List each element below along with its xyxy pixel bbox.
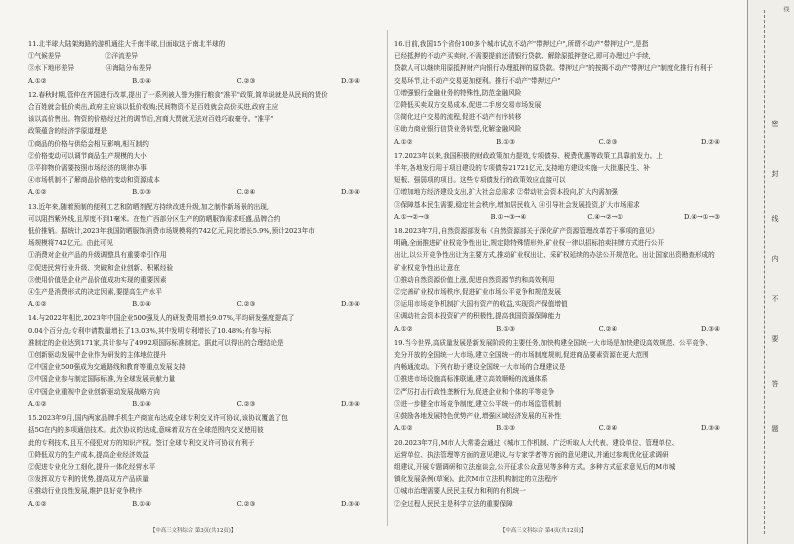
right-column: [394, 38, 740, 508]
question-stem: 合百姓就会低价卖出,政府主应该以低价收购;民间物资不足百姓就会高价买进,政府主应: [28, 103, 279, 112]
option-item: ④生产是消费形式的决定因素,要提高生产水平: [28, 288, 162, 297]
answer-choices: A.①② B.①④ C.②③ D.③④: [28, 399, 360, 408]
option-item: ③使用价值是企业产品价值成功实现的重要因素: [28, 275, 167, 284]
question-stem: 半年,各地发行用于项目建设的专项债券21721亿元,支持地方建设实施一大批惠民生、补: [394, 164, 650, 173]
option-item: ④中国企业重视中企业创新驱动发展战略方向: [28, 387, 160, 396]
question-stem: 该以高价售出。物资的价格经过社的调节后,宫商大贾就无法对百姓巧取豪夺。"准平": [28, 115, 274, 124]
question-20: [394, 437, 740, 509]
question-16: [394, 38, 740, 148]
question-stem: 场规模将742亿元。由此可见: [28, 239, 114, 248]
question-stem: 组建议,开展专题调研和立法座谈会,公开征求公众意见等多种方式。多种方式征求意见后的M市城: [394, 462, 676, 471]
question-13: [28, 201, 380, 311]
left-column: [28, 38, 380, 508]
question-18: [394, 225, 740, 335]
option-item: ②完善矿业权市场秩序,促进矿业市场公平竞争和规范发展: [394, 288, 561, 297]
option-item: ②中国企业500强成为交通路线和教育等重点发展支持: [28, 363, 186, 372]
option-item: ②促进专业化分工细化,提升一体化经营水平: [28, 462, 156, 471]
question-stem: 短板、强弱项的项目。这些专项债发行的政策效应直接可以: [394, 176, 566, 185]
answer-choices: A.①② B.①④ C.②③ D.③④: [28, 76, 360, 85]
page-footer-left: 【中高三文科综合 第3页(共12页)】: [150, 528, 237, 534]
option-item: ②全过程人民民主是科学立法的重要保障: [394, 499, 513, 508]
binding-char: 要: [771, 335, 779, 342]
answer-choices: A.①② B.①③ C.②③ D.②④: [394, 137, 720, 146]
question-stem: 交易环节,让不动产交易更加便利。推行不动产"带押过户": [394, 76, 561, 85]
option-item: ③发挥双方专利的优势,提高双方产品质量: [28, 475, 149, 484]
option-item: ③保障基本民生需要,稳定社会秩序,增加居民收入 ④引导社会发展投资,扩大市场需求: [394, 200, 640, 209]
answer-choices: A.①② B.①④ C.②③ D.③④: [28, 499, 360, 508]
question-stem: 15.2023年9月,国内两家品牌手机生产商宣布达成全球专利交叉许可协议,该协议覆盖了包: [28, 414, 288, 423]
binding-char: 题: [771, 425, 779, 432]
answer-choices: A.①② B.①③ C.②④ D.③④: [394, 324, 720, 333]
column-divider: [387, 30, 388, 526]
binding-margin: [747, 0, 794, 544]
option-item: ③进一步健全市场竞争制度,建立公平统一的市场监管机制: [394, 399, 561, 408]
question-stem: 运营单位、执法管理等方面的意见建议,与专家学者等方面的意见建议,并通过参观优化征求调研: [394, 450, 669, 459]
option-item: ②价格变动可以调节商品生产规模的大小: [28, 151, 147, 160]
option-item: ④助力商业银行信贷业务转型,化解金融风险: [394, 125, 522, 134]
question-stem: 11.北半球大陆架海路的游机通往大千南半球,目面取这于南北半球的: [28, 40, 226, 48]
question-stem: 括5G在内的多项通信技术。此次协议的达成,意味着双方在全球范围内交叉使用彼: [28, 426, 264, 435]
question-stem: 明确,全面推进矿业权竞争性出让,规定除特殊情形外,矿业权一律以招标拍卖挂牌方式进行公开: [394, 239, 665, 248]
option-item: ①创新驱动发展中企业作为研发的主体地位提升: [28, 351, 167, 360]
option-line: ③水下地形差异 ④海陆分布差异: [28, 64, 152, 73]
question-12: [28, 89, 380, 199]
question-stem: 18.2023年7月,自然资源部发布《自然资源部关于深化矿产资源管理改革若干事项的意见》: [394, 227, 659, 236]
question-stem: 16.目前,我国15个省份100多个城市试点不动产"带押过户",所谓不动产"带押过户",是指: [394, 40, 649, 48]
question-19: [394, 337, 740, 435]
question-11: [28, 38, 380, 87]
binding-char: 内: [771, 255, 779, 262]
question-stem: 已经抵押的不动产买卖时,不需要提前还清银行贷款、解除原抵押登记,即可办理过户手续,: [394, 52, 651, 61]
option-item: ③中国企业参与制定国际标准,为全球发展贡献力量: [28, 375, 176, 384]
binding-top-label: 线: [782, 6, 789, 12]
question-stem: 17.2023年以来,我国积极的财政政策加力提效,专项债券、税费优惠等政策工具靠前发力。上: [394, 151, 663, 160]
binding-char: 密: [771, 120, 779, 127]
option-item: ②促进民营行业升级、突破和企业创新、积累经验: [28, 263, 174, 272]
question-stem: 19.当今世界,高质量发展是新发展阶段的主要任务,加快构建全国统一大市场是加快建设高效规范、公平竞争、: [394, 338, 712, 347]
question-stem: 20.2023年7月,M市人大常委会通过《城市工作机制、广泛听取人大代表、建设单位、管理单位、: [394, 438, 679, 447]
option-item: ①城市治理需要人民民主权力和利的有机统一: [394, 487, 526, 496]
question-stem: 政策蕴含的经济学原道理是: [28, 127, 108, 136]
option-item: ①商品的价格与供给会相互影响,相互制约: [28, 139, 149, 148]
question-15: [28, 412, 380, 508]
question-stem: 出让,以公开竞争性出让为主要方式,推动矿业权出让、采矿权延续的办法公开规范化。出让国家出资勘查形成的: [394, 251, 715, 260]
option-item: ④鼓励各地发展特色优势产业,增强区域经济发展的互补性: [394, 412, 561, 421]
option-item: ③运用市场竞争机制扩大国有资产的收益,实现资产保值增值: [394, 300, 568, 309]
answer-choices: A.①② B.①③ C.②④ D.③④: [394, 424, 720, 433]
binding-char: 不: [771, 295, 779, 302]
answer-choices: A.①② B.①③ C.②④ D.③④: [28, 188, 360, 197]
option-item: ②严厉打击行政性垄断行为,促进企业和个体的平等竞争: [394, 387, 555, 396]
question-stem: 充分开放的全国统一大市场,建立全国统一的市场制度规则,促进商品要素资源在更大范围: [394, 351, 649, 360]
question-stem: 12.春秋时期,管仲在齐国进行改革,提出了一系列被人誉为推行粮食"准平"政策,简单说就是从民间的货价: [28, 90, 328, 99]
page-footer-right: 【中高三文科综合 第4页(共12页)】: [500, 528, 587, 534]
question-stem: 0.04个百分点;专利申请数量增长了13.03%,其中发明专利增长了10.48%;有参与标: [28, 326, 271, 335]
question-stem: 此的专利技术,且互不侵犯对方的知识产权。签订全球专利交叉许可协议有利于: [28, 438, 255, 447]
binding-char: 线: [771, 215, 779, 222]
option-item: ②降低买卖双方交易成本,促进二手房交易市场发展: [394, 101, 542, 110]
binding-char: 答: [771, 380, 779, 387]
question-stem: 贷款人可以继续用原抵押财产向银行办理抵押的原贷款。带押过户"的按揭不动产"带押过户"制度化推行有利于: [394, 64, 714, 73]
option-item: ④调动社会资本投资矿产的积极性,提高我国资源保障能力: [394, 312, 561, 321]
question-stem: 13.近年来,随着预制的便利工艺和防晒剂配方持续改进升级,加之制作新场景的出现,: [28, 202, 269, 211]
question-stem: 准制定的企业达到171家,共计参与了4992项国际标准制定。据此可以得出的合理结论是: [28, 338, 284, 347]
question-stem: 镇化发展条例(草案)。此次M市立法机构制定的立法程序: [394, 475, 558, 484]
question-stem: 低价推销。据统计,2023年我国防晒服饰消费市场规模将约742亿元,同比增长5.9%,预计2023年市: [28, 227, 315, 236]
question-stem: 内畅通流动。下列有助于建设全国统一大市场的合理建议是: [394, 363, 566, 372]
option-item: ③简化过户交易的流程,促进不动产有序转移: [394, 113, 522, 122]
answer-choices: A.①→②→③ B.①→③→④ C.④→②→① D.④→①→③: [394, 212, 720, 221]
question-17: [394, 150, 740, 223]
option-item: ④市场机制不了解商品价格的变动和资源成本: [28, 176, 160, 185]
question-stem: 14.与2022年相比,2023年中国企业500强及人的研发费用增长9.07%,平均研发强度提高了: [28, 314, 295, 323]
option-item: ①降低双方的生产成本,提高企业经济效益: [28, 450, 149, 459]
seal-line: [764, 10, 765, 534]
option-item: ①推动自然资源价值上涨,促进自然资源节约和高效利用: [394, 275, 555, 284]
question-stem: 可以阻挡紫外线,且厚度不到1毫米。在性广西部分区生产的防晒服饰需求旺盛,品牌合约: [28, 214, 281, 223]
option-line: ①气候差异 ②洋流差异: [28, 52, 138, 61]
question-14: [28, 312, 380, 410]
option-item: ①消费对企业产品的升级调整具有重要牵引作用: [28, 251, 167, 260]
option-item: ①增强银行金融业务的特殊性,防范金融风险: [394, 88, 522, 97]
option-item: ③平抑物价需要按照市场经济的规律办事: [28, 164, 147, 173]
option-item: ④推动行业良性发展,维护良好竞争秩序: [28, 487, 143, 496]
option-item: ①增加地方经济建设支出,扩大社会总需求 ②带动社会资本投向,扩大内需加强: [394, 188, 618, 197]
option-item: ①推进市场设施高标准联通,建立高效顺畅的流通体系: [394, 375, 548, 384]
question-stem: 矿业权竞争性出让意在: [394, 263, 460, 272]
answer-choices: A.①② B.①④ C.②③ D.③④: [28, 300, 360, 309]
binding-char: 封: [771, 170, 779, 177]
